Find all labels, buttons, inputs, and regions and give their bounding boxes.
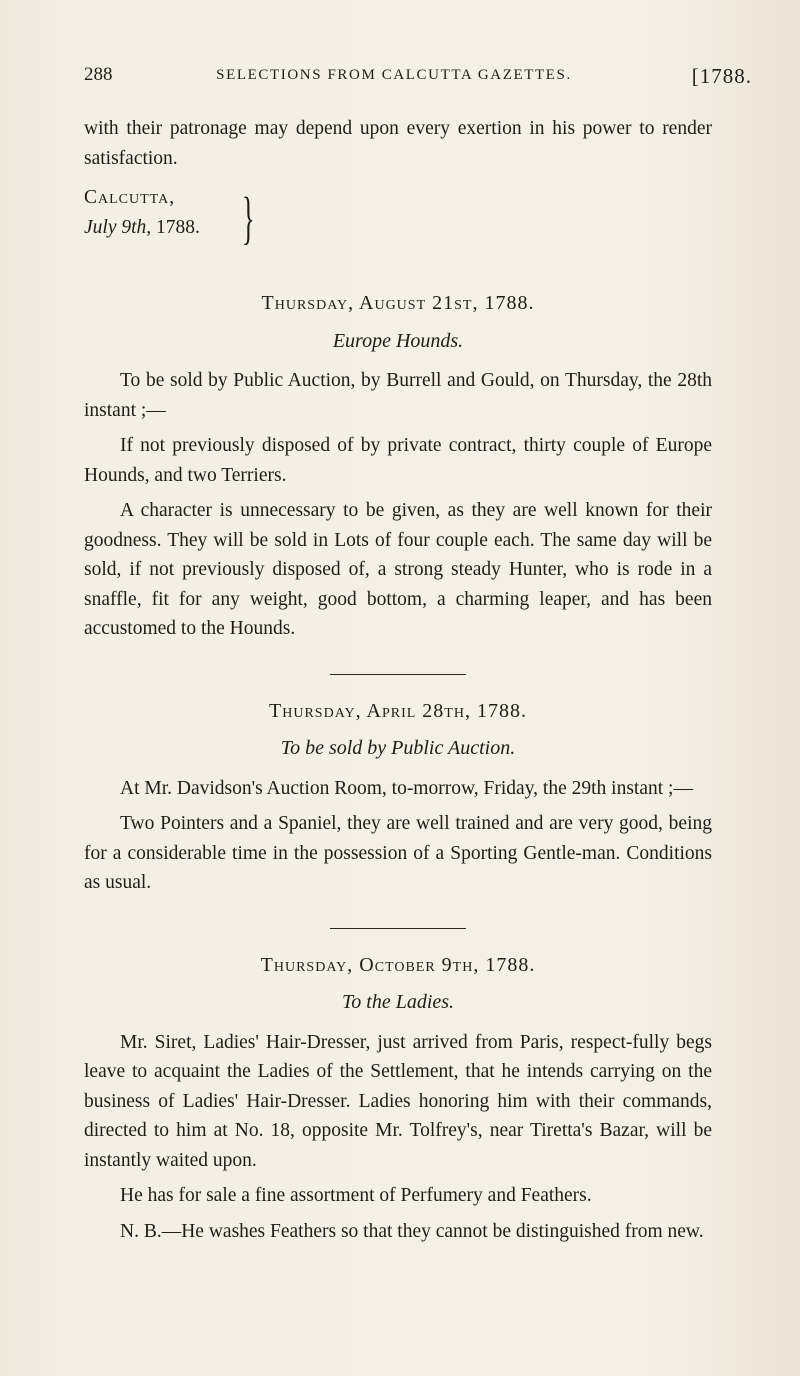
section1-title: Europe Hounds. <box>332 329 464 352</box>
section2-para2: Two Pointers and a Spaniel, they are well trained and are very good, being for a considerable time in the possession of a Sporting Gentle-man. Conditions as usual. <box>84 813 712 893</box>
signature-year: 1788. <box>156 217 200 238</box>
section3-title: To the Ladies. <box>341 991 455 1013</box>
signature-day: 9th, <box>121 217 152 238</box>
running-header <box>84 64 752 94</box>
running-title: SELECTIONS FROM CALCUTTA GAZETTES. <box>216 67 572 83</box>
page-number: 288 <box>84 64 113 85</box>
curly-brace-glyph: } <box>242 185 255 250</box>
section1-para1: To be sold by Public Auction, by Burrell and Gould, on Thursday, the 28th instant ;— <box>84 370 712 421</box>
signature-block <box>84 183 712 249</box>
section2-para1: At Mr. Davidson's Auction Room, to-morrow, Friday, the 29th instant ;— <box>120 777 693 799</box>
section3-dateline: Thursday, October 9th, 1788. <box>260 953 536 976</box>
signature-month: July <box>84 217 117 238</box>
section2-dateline: Thursday, April 28th, 1788. <box>269 699 527 722</box>
section2-title: To be sold by Public Auction. <box>280 737 516 759</box>
intro-paragraph: with their patronage may depend upon every exertion in his power to render satisfaction. <box>84 118 712 169</box>
section3-para3: N. B.—He washes Feathers so that they cannot be distinguished from new. <box>120 1220 704 1242</box>
year-bracket: [1788. <box>691 64 752 88</box>
signature-place: Calcutta, <box>84 187 176 208</box>
section1-para3: A character is unnecessary to be given, as they are well known for their goodness. They will be sold in Lots of four couple each. The same day will be sold, if not previously disposed of, a strong steady Hunter, who is rode in a snaffle, fit for any weight, good bottom, a charming leaper, and has been accustomed to the Hounds. <box>84 500 712 639</box>
section3-para2: He has for sale a fine assortment of Perfumery and Feathers. <box>120 1185 592 1206</box>
section1-dateline: Thursday, August 21st, 1788. <box>261 292 535 314</box>
section3-para1: Mr. Siret, Ladies' Hair-Dresser, just arrived from Paris, respect-fully begs leave to acquaint the Ladies of the Settlement, that he intends carrying on the business of Ladies' Hair-Dresser. Ladies honoring him with their commands, directed to him at No. 18, opposite Mr. Tolfrey's, near Tiretta's Bazar, will be instantly waited upon. <box>84 1031 712 1171</box>
section1-para2: If not previously disposed of by private contract, thirty couple of Europe Hounds, and two Terriers. <box>84 435 712 486</box>
page-body <box>84 114 712 1246</box>
signature-date <box>84 213 200 243</box>
